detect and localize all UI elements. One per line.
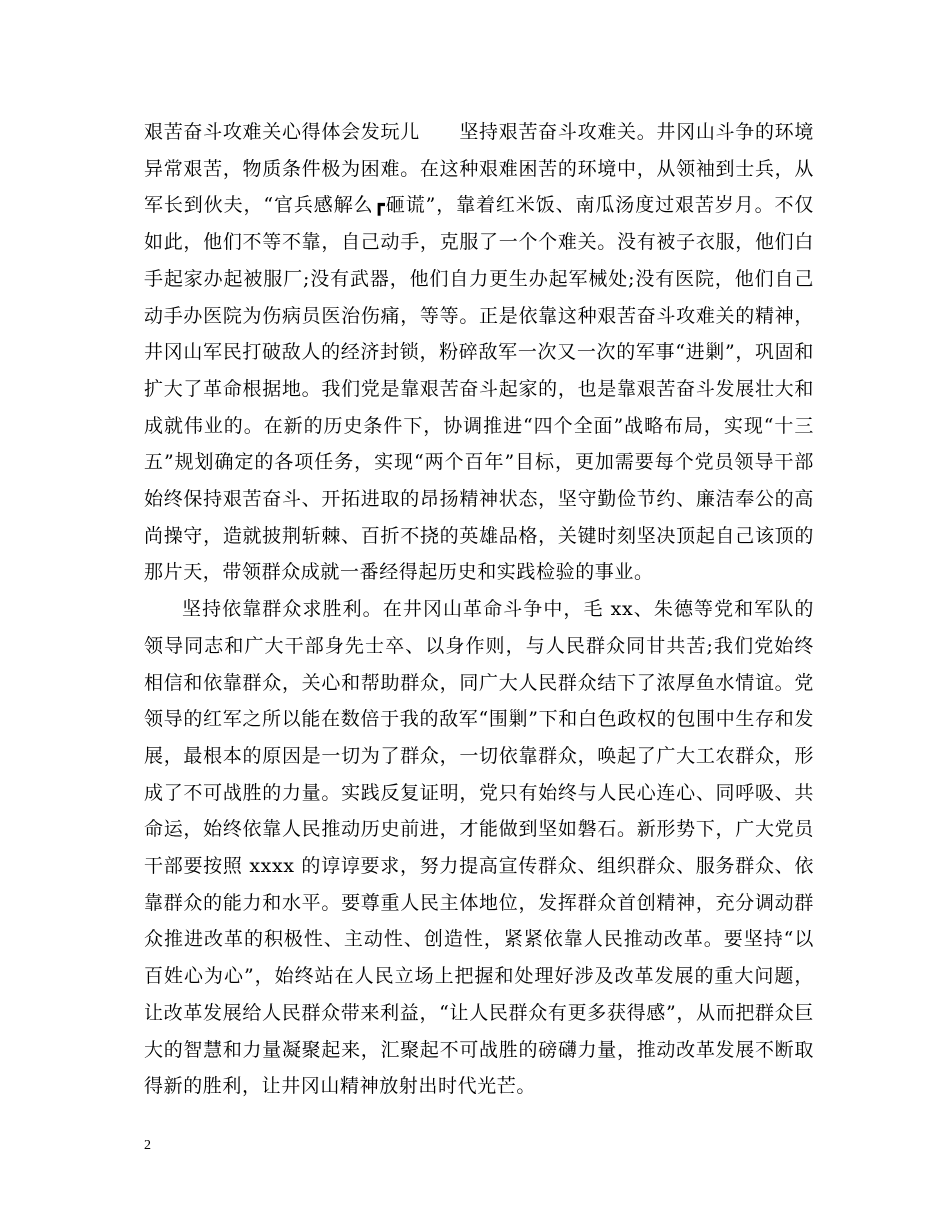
paragraph-hardship: 艰苦奋斗攻难关心得体会发玩儿 坚持艰苦奋斗攻难关。井冈山斗争的环境异常艰苦，物质条件极为困难。在这种艰难困苦的环境中，从领袖到士兵，从军长到伙夫，“官兵感解么┏砸谎”，靠着红米饭、南瓜汤度过艰苦岁月。不仅如此，他们不等不靠，自己动手，克服了一个个难关。没有被子衣服，他们白手起家办起被服厂;没有武器，他们自力更生办起军械处;没有医院，他们自己动手办医院为伤病员医治伤痛，等等。正是依靠这种艰苦奋斗攻难关的精神，井冈山军民打破敌人的经济封锁，粉碎敌军一次又一次的军事“进剿”，巩固和扩大了革命根据地。我们党是靠艰苦奋斗起家的，也是靠艰苦奋斗发展壮大和成就伟业的。在新的历史条件下，协调推进“四个全面”战略布局，实现“十三五”规划确定的各项任务，实现“两个百年”目标，更加需要每个党员领导干部始终保持艰苦奋斗、开拓进取的昂扬精神状态，坚守勤俭节约、廉洁奉公的高尚操守，造就披荆斩棘、百折不挠的英雄品格，关键时刻坚决顶起自己该顶的那片天，带领群众成就一番经得起历史和实践检验的事业。 [144,121,814,584]
paragraph-rely-on-masses: 坚持依靠群众求胜利。在井冈山革命斗争中，毛 xx、朱德等党和军队的领导同志和广大干部身先士卒、以身作则，与人民群众同甘共苦;我们党始终相信和依靠群众，关心和帮助群众，同广大人民群众结下了浓厚鱼水情谊。党领导的红军之所以能在数倍于我的敌军“围剿”下和白色政权的包围中生存和发展，最根本的原因是一切为了群众，一切依靠群众，唤起了广大工农群众，形成了不可战胜的力量。实践反复证明，党只有始终与人民心连心、同呼吸、共命运，始终依靠人民推动历史前进，才能做到坚如磐石。新形势下，广大党员干部要按照 xxxx 的谆谆要求，努力提高宣传群众、组织群众、服务群众、依靠群众的能力和水平。要尊重人民主体地位，发挥群众首创精神，充分调动群众推进改革的积极性、主动性、创造性，紧紧依靠人民推动改革。要坚持“以百姓心为心”，始终站在人民立场上把握和处理好涉及改革发展的重大问题，让改革发展给人民群众带来利益，“让人民群众有更多获得感”，从而把群众巨大的智慧和力量凝聚起来，汇聚起不可战胜的磅礴力量，推动改革发展不断取得新的胜利，让井冈山精神放射出时代光芒。 [144,598,814,1098]
document-body [144,114,814,1105]
page-number: 2 [144,1138,151,1153]
